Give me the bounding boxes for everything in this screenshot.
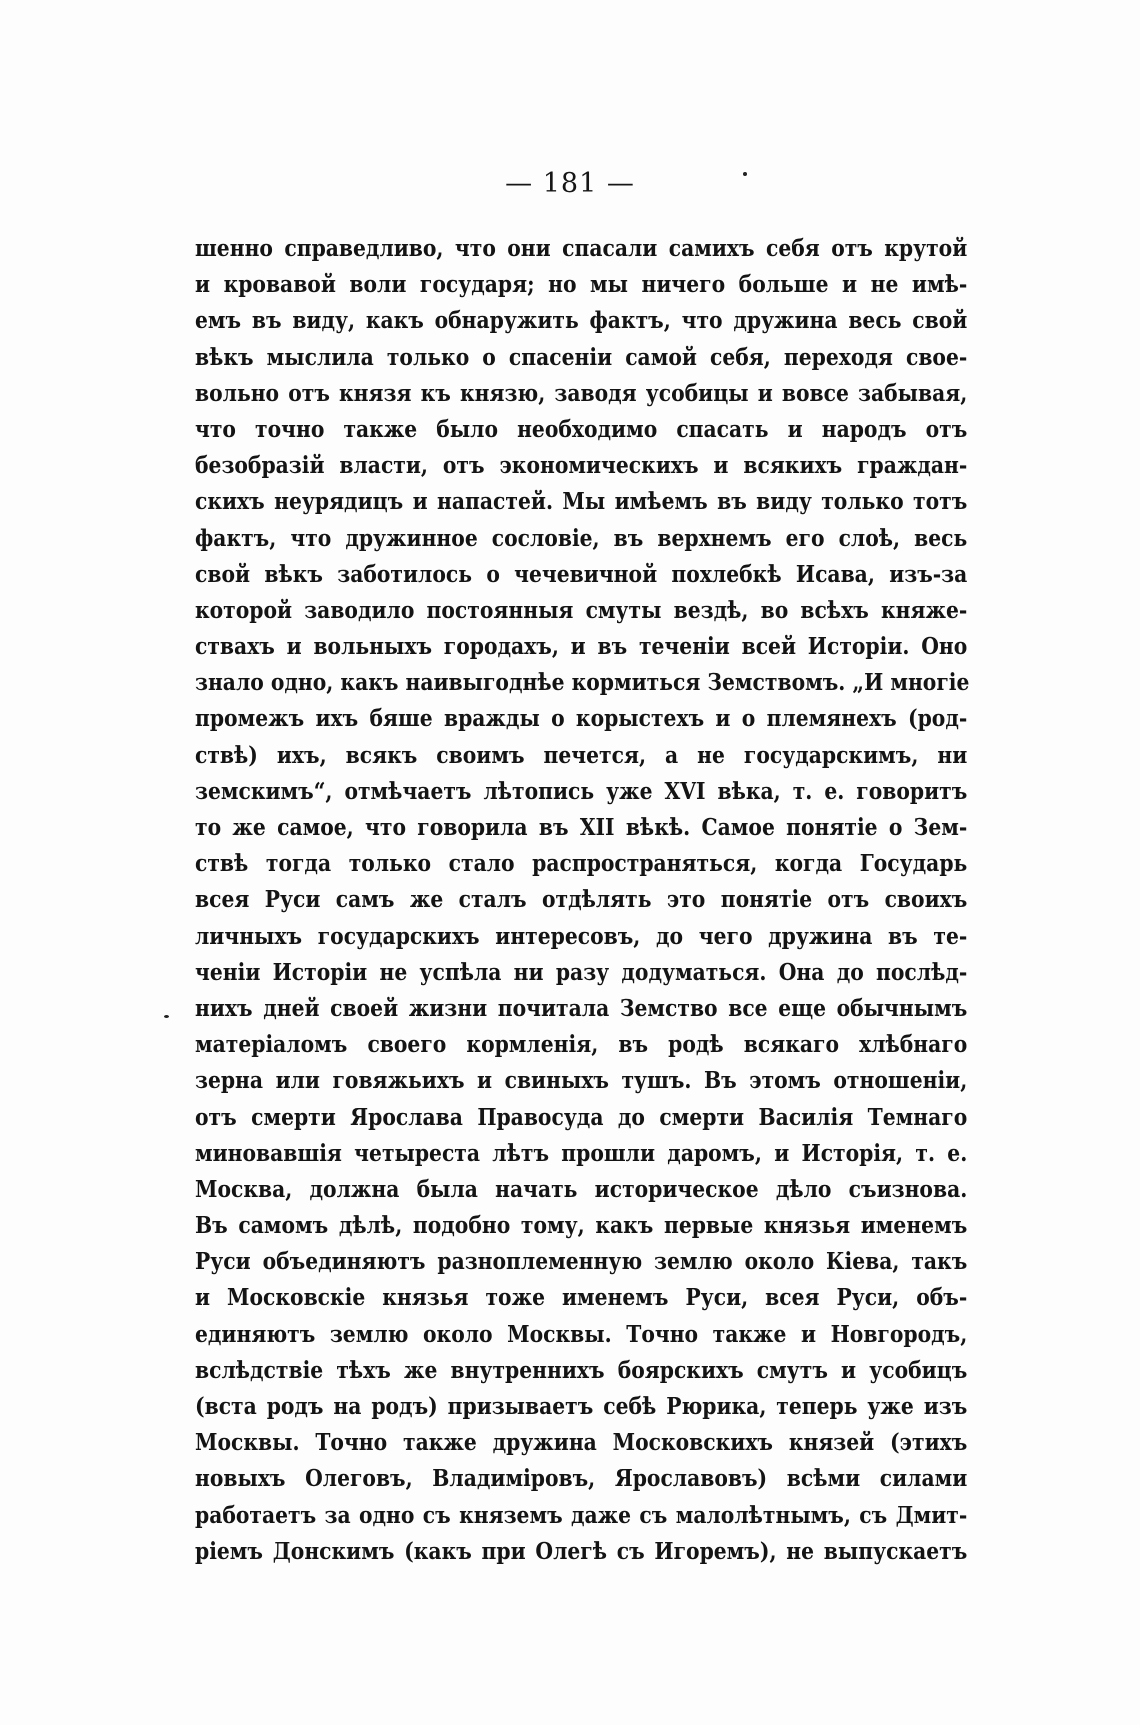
paper-speck	[743, 172, 747, 176]
text-line: вслѣдствіе тѣхъ же внутреннихъ боярскихъ смутъ и усобицъ	[195, 1355, 968, 1384]
text-line: отъ смерти Ярослава Правосуда до смерти Василія Темнаго	[195, 1102, 968, 1131]
text-line: зерна или говяжьихъ и свиныхъ тушъ. Въ этомъ отношеніи,	[195, 1066, 968, 1095]
text-line: которой заводило постоянныя смуты вездѣ, во всѣхъ княже-	[195, 595, 968, 624]
text-line: единяютъ землю около Москвы. Точно также и Новгородъ,	[195, 1319, 968, 1348]
text-line: и кровавой воли государя; но мы ничего больше и не имѣ-	[195, 270, 968, 299]
text-line: личныхъ государскихъ интересовъ, до чего дружина въ те-	[195, 921, 968, 950]
text-line: то же самое, что говорила въ XII вѣкѣ. Самое понятіе о Зем-	[195, 813, 968, 841]
text-line: миновавшія четыреста лѣтъ прошли даромъ, и Исторія, т. е.	[195, 1138, 968, 1167]
paper-speck	[164, 1015, 169, 1018]
text-line: Въ самомъ дѣлѣ, подобно тому, какъ первые князья именемъ	[195, 1211, 968, 1240]
text-line: ствѣ) ихъ, всякъ своимъ печется, а не государскимъ, ни	[195, 740, 968, 769]
text-line: ствахъ и вольныхъ городахъ, и въ теченіи всей Исторіи. Оно	[195, 632, 968, 661]
text-line: всея Руси самъ же сталъ отдѣлять это понятіе отъ своихъ	[195, 885, 968, 914]
text-line: вольно отъ князя къ князю, заводя усобицы и вовсе забывая,	[195, 378, 968, 407]
text-line: ствѣ тогда только стало распространяться, когда Государь	[195, 849, 968, 878]
text-line: шенно справедливо, что они спасали самихъ себя отъ крутой	[195, 234, 968, 262]
text-line: емъ въ виду, какъ обнаружить фактъ, что дружина весь свой	[195, 306, 968, 335]
text-line: что точно также было необходимо спасать и народъ отъ	[195, 414, 968, 443]
text-line: работаетъ за одно съ княземъ даже съ малолѣтнымъ, съ Дмит-	[195, 1500, 968, 1529]
text-line: (вста родъ на родъ) призываетъ себѣ Рюрика, теперь уже изъ	[195, 1392, 968, 1420]
text-line: земскимъ“, отмѣчаетъ лѣтопись уже XVI вѣка, т. е. говоритъ	[195, 776, 968, 805]
text-line: скихъ неурядицъ и напастей. Мы имѣемъ въ виду только тотъ	[195, 487, 968, 516]
text-line: и Московскіе князья тоже именемъ Руси, всея Руси, объ-	[195, 1283, 968, 1312]
text-line: Москва, должна была начать историческое дѣло съизнова.	[195, 1174, 968, 1203]
text-line: свой вѣкъ заботилось о чечевичной похлебкѣ Исава, изъ-за	[195, 559, 968, 588]
text-line: промежъ ихъ бяше вражды о корыстехъ и о племянехъ (род-	[195, 704, 968, 733]
text-line: Руси объединяютъ разноплеменную землю около Кіева, такъ	[195, 1247, 968, 1276]
text-line: фактъ, что дружинное сословіе, въ верхнемъ его слоѣ, весь	[195, 523, 968, 552]
text-line: новыхъ Олеговъ, Владиміровъ, Ярославовъ) всѣми силами	[195, 1464, 968, 1493]
text-line: Москвы. Точно также дружина Московскихъ князей (этихъ	[195, 1428, 968, 1457]
text-line: безобразій власти, отъ экономическихъ и всякихъ граждан-	[195, 451, 968, 480]
body-text	[195, 230, 970, 1569]
text-line: нихъ дней своей жизни почитала Земство все еще обычнымъ	[195, 993, 968, 1022]
text-line: знало одно, какъ наивыгоднѣе кормиться Земствомъ. „И многіе	[195, 668, 970, 697]
text-line: матеріаломъ своего кормленія, въ родѣ всякаго хлѣбнаго	[195, 1030, 968, 1059]
text-line: ченіи Исторіи не успѣла ни разу додуматься. Она до послѣд-	[195, 957, 968, 986]
page-number: — 181 —	[505, 168, 635, 199]
text-line: вѣкъ мыслила только о спасеніи самой себя, переходя свое-	[195, 342, 968, 371]
text-line: ріемъ Донскимъ (какъ при Олегѣ съ Игоремъ), не выпускаетъ	[195, 1536, 968, 1565]
